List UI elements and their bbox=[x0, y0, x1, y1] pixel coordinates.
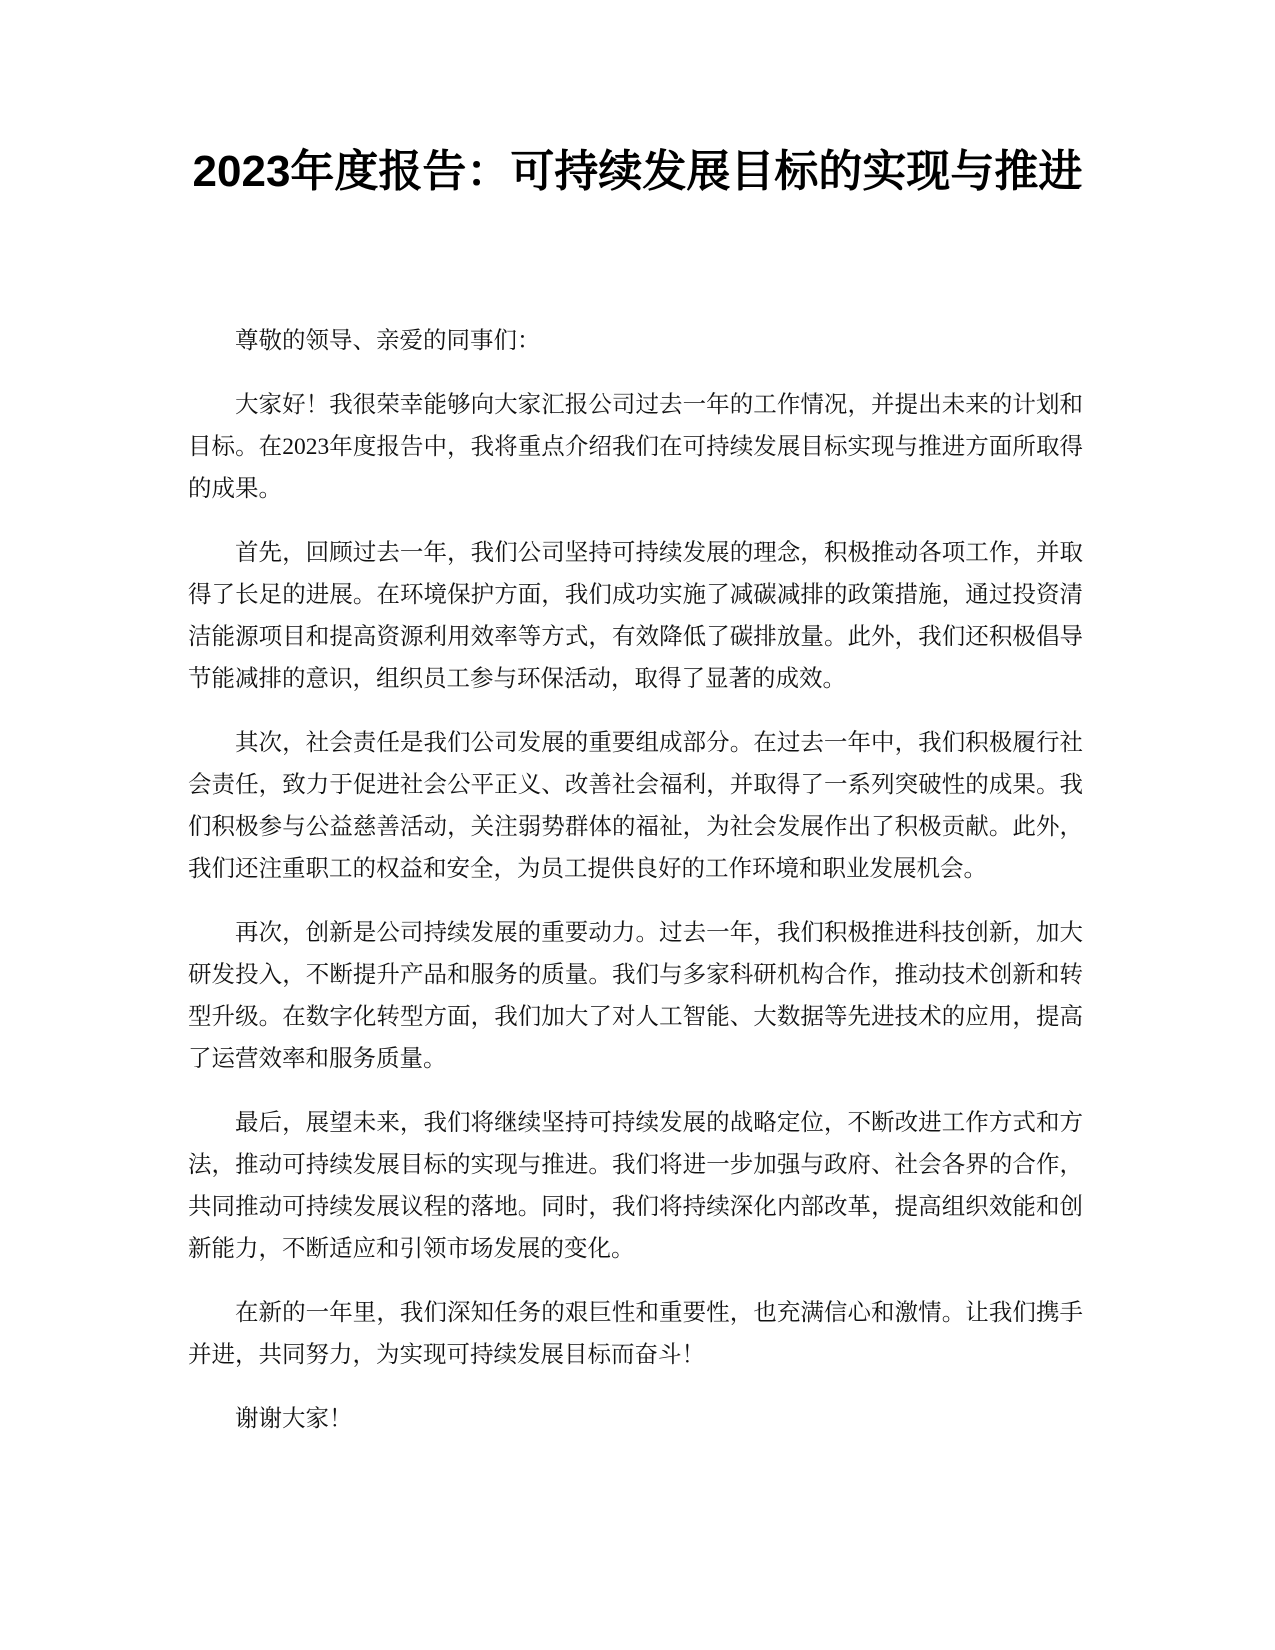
document-title: 2023年度报告：可持续发展目标的实现与推进 bbox=[192, 147, 1083, 196]
environment-paragraph: 首先，回顾过去一年，我们公司坚持可持续发展的理念，积极推动各项工作，并取得了长足的进展。在环境保护方面，我们成功实施了减碳减排的政策措施，通过投资清洁能源项目和提高资源利用效率等方式，有效降低了碳排放量。此外，我们还积极倡导节能减排的意识，组织员工参与环保活动，取得了显著的成效。 bbox=[188, 540, 1083, 692]
innovation-paragraph: 再次，创新是公司持续发展的重要动力。过去一年，我们积极推进科技创新，加大研发投入，不断提升产品和服务的质量。我们与多家科研机构合作，推动技术创新和转型升级。在数字化转型方面，我们加大了对人工智能、大数据等先进技术的应用，提高了运营效率和服务质量。 bbox=[188, 920, 1083, 1072]
document-body bbox=[188, 320, 1083, 1462]
intro-paragraph: 大家好！我很荣幸能够向大家汇报公司过去一年的工作情况，并提出未来的计划和目标。在2023年度报告中，我将重点介绍我们在可持续发展目标实现与推进方面所取得的成果。 bbox=[188, 392, 1083, 502]
outlook-paragraph: 最后，展望未来，我们将继续坚持可持续发展的战略定位，不断改进工作方式和方法，推动可持续发展目标的实现与推进。我们将进一步加强与政府、社会各界的合作，共同推动可持续发展议程的落地。同时，我们将持续深化内部改革，提高组织效能和创新能力，不断适应和引领市场发展的变化。 bbox=[188, 1110, 1083, 1262]
call-to-action-paragraph: 在新的一年里，我们深知任务的艰巨性和重要性，也充满信心和激情。让我们携手并进，共同努力，为实现可持续发展目标而奋斗！ bbox=[188, 1300, 1083, 1368]
salutation-paragraph: 尊敬的领导、亲爱的同事们： bbox=[235, 328, 541, 354]
closing-paragraph: 谢谢大家！ bbox=[235, 1406, 353, 1432]
social-responsibility-paragraph: 其次，社会责任是我们公司发展的重要组成部分。在过去一年中，我们积极履行社会责任，致力于促进社会公平正义、改善社会福利，并取得了一系列突破性的成果。我们积极参与公益慈善活动，关注弱势群体的福祉，为社会发展作出了积极贡献。此外，我们还注重职工的权益和安全，为员工提供良好的工作环境和职业发展机会。 bbox=[188, 730, 1083, 882]
